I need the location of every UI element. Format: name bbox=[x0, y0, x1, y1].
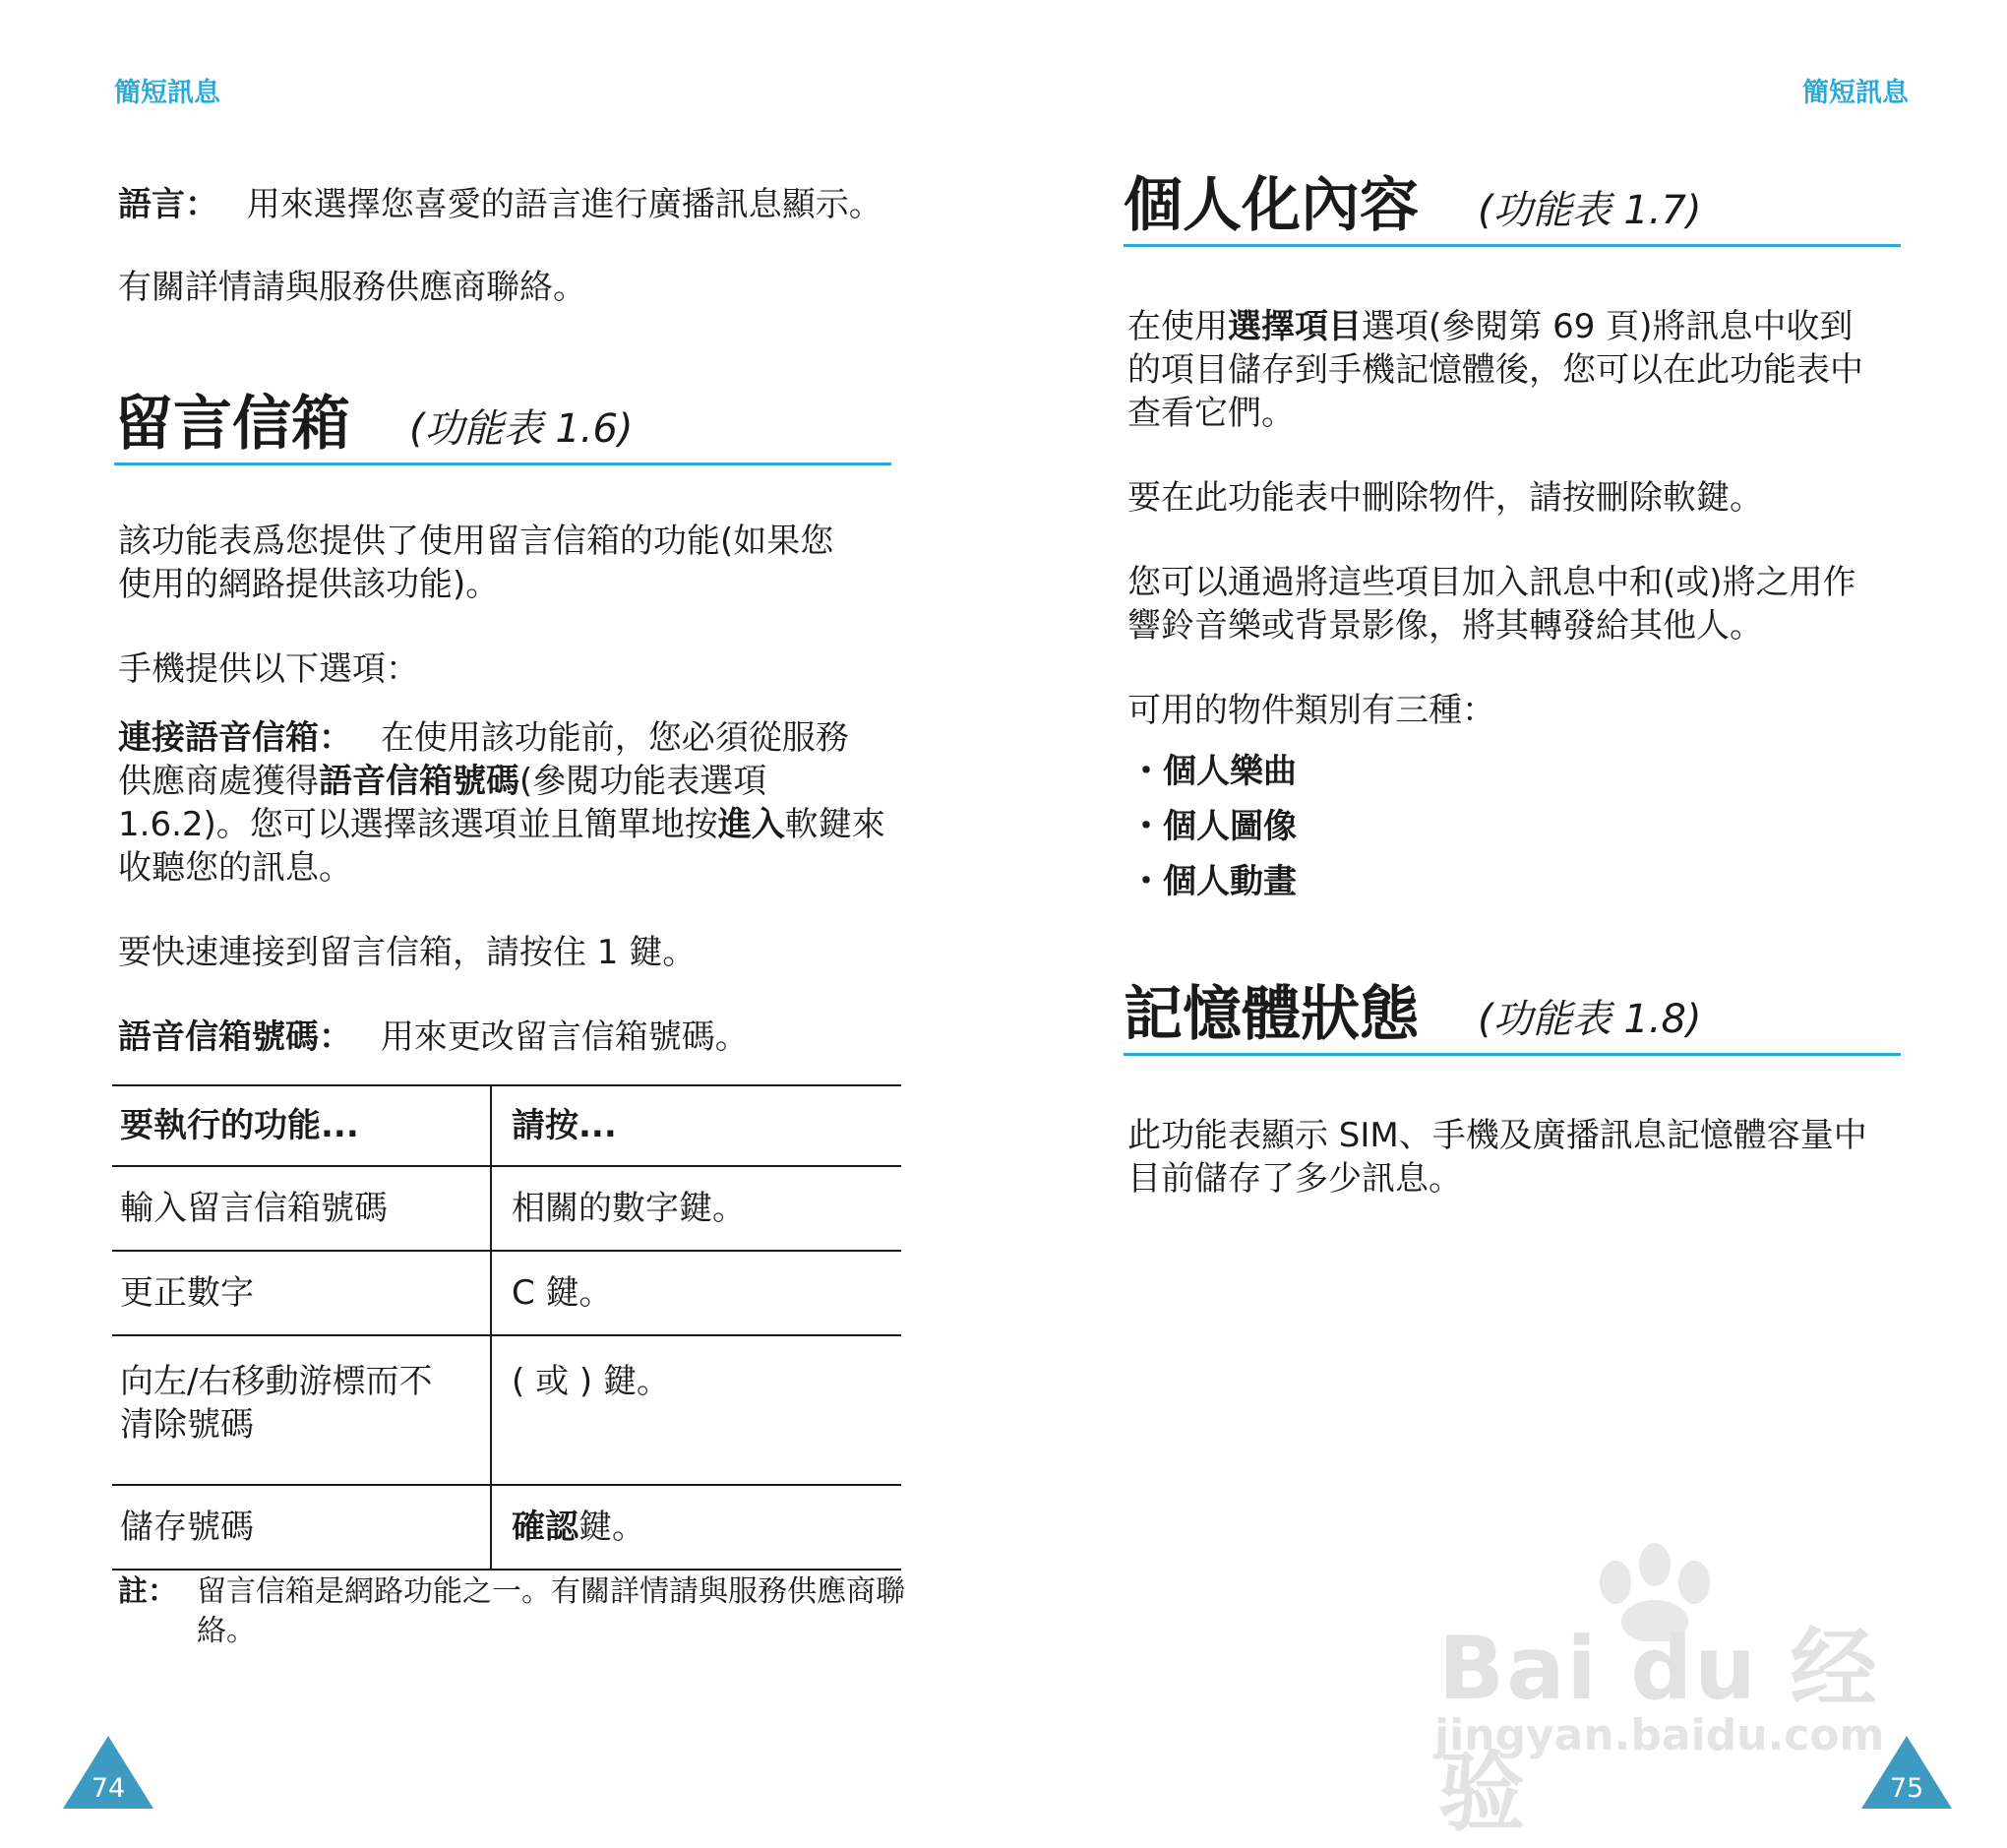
connect-line-2 bbox=[118, 760, 766, 803]
personal-menu-ref: (功能表 1.7) bbox=[1478, 188, 1702, 233]
memory-heading bbox=[1124, 980, 1901, 1056]
list-item: ・個人動畫 bbox=[1129, 862, 1297, 901]
table-row bbox=[112, 1485, 901, 1570]
table-row bbox=[112, 1251, 901, 1335]
connect-line-4: 收聽您的訊息。 bbox=[118, 848, 352, 888]
number-text: 用來更改留言信箱號碼。 bbox=[380, 1017, 749, 1057]
table-cell-key bbox=[491, 1485, 901, 1570]
voicemail-intro-line-2: 使用的網路提供該功能)。 bbox=[118, 565, 500, 604]
list-item: ・個人圖像 bbox=[1129, 807, 1297, 846]
personal-title: 個人化內容 bbox=[1124, 171, 1419, 240]
baidu-watermark bbox=[1429, 1543, 1901, 1843]
connect-label: 連接語音信箱： bbox=[118, 718, 352, 758]
lang-text: 用來選擇您喜愛的語言進行廣播訊息顯示。 bbox=[246, 185, 882, 224]
enter-softkey-term: 進入 bbox=[717, 805, 785, 844]
memory-line-1: 此功能表顯示 SIM、手機及廣播訊息記憶體容量中 bbox=[1127, 1116, 1867, 1155]
object-type-list bbox=[1129, 744, 1297, 909]
memory-line-2: 目前儲存了多少訊息。 bbox=[1127, 1159, 1462, 1199]
key-suffix: 鍵。 bbox=[578, 1508, 645, 1547]
personal-p1-line-1 bbox=[1127, 305, 1853, 348]
personal-p1-line-2: 的項目儲存到手機記憶體後，您可以在此功能表中 bbox=[1127, 350, 1863, 390]
personal-heading bbox=[1124, 171, 1901, 247]
contact-text: 有關詳情請與服務供應商聯絡。 bbox=[118, 268, 586, 307]
page-number: 74 bbox=[91, 1773, 126, 1804]
personal-p2: 要在此功能表中刪除物件，請按刪除軟鍵。 bbox=[1127, 478, 1763, 518]
table-row bbox=[112, 1335, 901, 1485]
table-row bbox=[112, 1166, 901, 1251]
page-number: 75 bbox=[1889, 1773, 1924, 1804]
table-header-key: 請按... bbox=[491, 1085, 901, 1166]
connect-text-1: 在使用該功能前，您必須從服務 bbox=[380, 718, 849, 758]
note-label: 註： bbox=[118, 1574, 177, 1609]
connect-text-3c: 軟鍵來 bbox=[784, 805, 885, 844]
connect-text-2c: (參閱功能表選項 bbox=[519, 762, 767, 801]
lang-label: 語言： bbox=[118, 185, 218, 224]
page-number-badge bbox=[63, 1736, 153, 1809]
running-head: 簡短訊息 bbox=[1802, 78, 1909, 108]
connect-text-3a: 1.6.2)。您可以選擇該選項並且簡單地按 bbox=[118, 805, 718, 844]
voicemail-number-term: 語音信箱號碼 bbox=[319, 762, 519, 801]
connect-text-2a: 供應商處獲得 bbox=[118, 762, 319, 801]
voicemail-menu-ref: (功能表 1.6) bbox=[409, 406, 634, 452]
personal-p1-text-c: 選項(參閱第 69 頁)將訊息中收到 bbox=[1362, 307, 1854, 346]
note-text: 留言信箱是網路功能之一。有關詳情請與服務供應商聯絡。 bbox=[197, 1574, 905, 1648]
table-header-row bbox=[112, 1085, 901, 1166]
running-head: 簡短訊息 bbox=[114, 78, 220, 108]
table-cell-key: C 鍵。 bbox=[491, 1251, 901, 1335]
memory-title: 記憶體狀態 bbox=[1124, 980, 1419, 1049]
number-label: 語音信箱號碼： bbox=[118, 1017, 352, 1057]
table-cell-action bbox=[112, 1335, 491, 1485]
list-item: ・個人樂曲 bbox=[1129, 752, 1297, 791]
table-cell-action-line-2: 清除號碼 bbox=[120, 1405, 254, 1445]
left-page bbox=[0, 0, 1004, 1838]
quick-connect-text: 要快速連接到留言信箱，請按住 1 鍵。 bbox=[118, 933, 697, 972]
key-table bbox=[112, 1084, 901, 1571]
number-paragraph bbox=[118, 1016, 749, 1059]
select-item-term: 選擇項目 bbox=[1228, 307, 1362, 346]
connect-line-1 bbox=[118, 716, 849, 760]
memory-menu-ref: (功能表 1.8) bbox=[1478, 997, 1702, 1042]
table-cell-action: 更正數字 bbox=[112, 1251, 491, 1335]
page-number-badge bbox=[1861, 1736, 1952, 1809]
personal-p1-text-a: 在使用 bbox=[1127, 307, 1228, 346]
watermark-url: jingyan.baidu.com bbox=[1434, 1710, 1885, 1760]
options-intro: 手機提供以下選項： bbox=[118, 649, 419, 689]
personal-p1-line-3: 查看它們。 bbox=[1127, 394, 1295, 433]
confirm-key-term: 確認 bbox=[512, 1508, 578, 1547]
connect-line-3 bbox=[118, 803, 885, 846]
voicemail-intro-line-1: 該功能表爲您提供了使用留言信箱的功能(如果您 bbox=[118, 522, 834, 561]
voicemail-title: 留言信箱 bbox=[114, 390, 350, 459]
table-header-action: 要執行的功能... bbox=[112, 1085, 491, 1166]
personal-p4: 可用的物件類別有三種： bbox=[1127, 691, 1495, 730]
watermark-brand: Bai du 经验 bbox=[1438, 1618, 1879, 1843]
table-cell-action: 輸入留言信箱號碼 bbox=[112, 1166, 491, 1251]
table-cell-key: ( 或 ) 鍵。 bbox=[491, 1335, 901, 1485]
personal-p3-line-1: 您可以通過將這些項目加入訊息中和(或)將之用作 bbox=[1127, 563, 1856, 602]
voicemail-heading bbox=[114, 390, 891, 465]
lang-paragraph bbox=[118, 183, 882, 226]
table-cell-action-line-1: 向左/右移動游標而不 bbox=[120, 1362, 433, 1401]
personal-p3-line-2: 響鈴音樂或背景影像，將其轉發給其他人。 bbox=[1127, 606, 1763, 646]
table-cell-action: 儲存號碼 bbox=[112, 1485, 491, 1570]
table-cell-key: 相關的數字鍵。 bbox=[491, 1166, 901, 1251]
